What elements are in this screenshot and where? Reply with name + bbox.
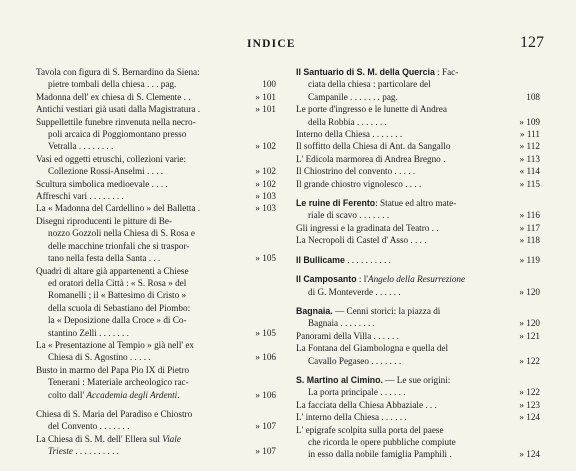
entry-text-line: Il grande chiostro vignolesco . . . . [296, 178, 422, 189]
entry-page-ref: » 120 [519, 286, 540, 297]
entry-page-ref: » 112 [519, 141, 540, 152]
entry-page-ref: 100 [262, 79, 276, 90]
entry-text-line: nozzo Gozzoli nella Chiesa di S. Rosa e [48, 228, 195, 239]
entry-text-line: Tavola con figura di S. Bernardino da Siena: [36, 67, 200, 77]
entry-page-ref: » 122 [519, 387, 540, 398]
entry-page-ref: » 116 [519, 210, 540, 221]
entry-text-line: Le porte d'ingresso e le lunette di Andrea [296, 104, 447, 115]
entry-text-line: La « Madonna del Cardellino » del Balletta . [36, 203, 201, 214]
entry-text-line: Gli ingressi e la gradinata del Teatro . . [296, 222, 439, 233]
index-entry [36, 153, 276, 178]
entry-page-ref: » 106 [255, 389, 276, 400]
entry-text-line: Il soffitto della Chiesa di Ant. da Sangallo [296, 141, 451, 152]
entry-text-line: Vetralla . . . . . . . . [48, 141, 114, 152]
index-entry [296, 374, 540, 399]
entry-page-ref: » 105 [255, 327, 276, 338]
entry-text-line: La porta principale . . . . . . [308, 387, 406, 398]
entry-text-line: in esso dalla nobile famiglia Pamphili . [308, 449, 452, 460]
entry-page-ref: » 106 [255, 352, 276, 363]
index-entry [36, 408, 276, 433]
entry-text-line: della Robbia . . . . . . . [308, 116, 387, 127]
entry-page-ref: » 102 [255, 166, 276, 177]
entry-text-line: Bagnaia . . . . . . . . [308, 318, 375, 329]
entry-text-line: del Convento . . . . . . . [48, 421, 130, 432]
entry-page-ref: » 124 [519, 449, 540, 460]
page-title: INDICE [247, 38, 296, 50]
entry-text-line: colto dall' Accademia degli Ardenti. [48, 389, 180, 400]
entry-page-ref: » 102 [255, 141, 276, 152]
entry-text-line: Campanile . . . . . . . pag. [308, 91, 398, 102]
index-entry [36, 190, 276, 202]
entry-page-ref: » 103 [255, 191, 276, 202]
entry-page-ref: » 107 [255, 446, 276, 457]
entry-gap [296, 266, 540, 273]
index-entry [36, 433, 276, 458]
entry-page-ref: « 114 [519, 166, 540, 177]
entry-text-line: Scultura simbolica medioevale . . . . [36, 178, 168, 189]
index-entry [36, 339, 276, 364]
entry-text-line: di G. Monteverde . . . . . . [308, 286, 401, 297]
entry-page-ref: 108 [526, 91, 540, 102]
index-entry [296, 153, 540, 165]
entry-page-ref: » 111 [520, 129, 540, 140]
entry-page-ref: » 123 [519, 399, 540, 410]
entry-page-ref: » 121 [519, 330, 540, 341]
entry-text-line: Il Camposanto : l'Angelo della Resurrezione [296, 274, 466, 285]
entry-page-ref: » 113 [519, 153, 540, 164]
index-entry [36, 215, 276, 265]
index-entry [296, 234, 540, 246]
entry-text-line: ciata della chiesa : particolare del [308, 79, 431, 90]
entry-text-line: Suppellettile funebre rinvenuta nella necro- [36, 116, 196, 127]
index-entry [296, 305, 540, 330]
entry-text-line: Il Santuario di S. M. della Quercia : Fac- [296, 67, 459, 77]
entry-text-line: Antichi vestiari già usati dalla Magistratura . [36, 104, 201, 115]
entry-page-ref: » 105 [255, 253, 276, 264]
entry-page-ref: » 122 [519, 355, 540, 366]
index-column-left [36, 66, 276, 458]
entry-text-line: Cavallo Pegaseo . . . . . . . [308, 355, 402, 366]
entry-text-line: delle macchine trionfali che si traspor- [48, 240, 190, 251]
entry-text-line: Il Chiostrino del convento . . . . . [296, 166, 416, 177]
index-entry [296, 330, 540, 342]
index-entry [296, 342, 540, 367]
index-entry [296, 273, 540, 298]
entry-text-line: riale di scavo . . . . . . . [308, 210, 390, 221]
index-entry [296, 399, 540, 411]
index-entry [36, 178, 276, 190]
entry-text-line: Quadri di altare già appartenenti a Chiese [36, 265, 189, 276]
index-entry [296, 411, 540, 423]
index-entry [36, 116, 276, 153]
entry-text-line: tano nella festa della Santa . . . [48, 253, 161, 264]
entry-text-line: Le ruine di Ferento: Statue ed altro mate- [296, 198, 457, 209]
entry-page-ref: » 109 [519, 116, 540, 127]
entry-text-line: Chiesa di S. Maria del Paradiso e Chiostro [36, 408, 193, 419]
entry-text-line: La Fontana del Giambologna e quella del [296, 343, 449, 354]
index-entry [36, 202, 276, 214]
index-entry [36, 364, 276, 401]
entry-text-line: Il Bullicame . . . . . . . . . . [296, 254, 391, 265]
index-entry [296, 128, 540, 140]
entry-page-ref: » 101 [255, 91, 276, 102]
entry-text-line: Trieste . . . . . . . . . . [48, 446, 119, 457]
entry-text-line: Romanelli ; il « Battesimo di Cristo » [48, 290, 187, 301]
page-number: 127 [520, 34, 544, 51]
entry-gap [36, 401, 276, 408]
entry-text-line: Panorami della Villa . . . . . . [296, 330, 399, 341]
entry-text-line: Busto in marmo del Papa Pio IX di Pietro [36, 364, 190, 375]
entry-text-line: L' interno della Chiesa . . . . . . [296, 412, 407, 423]
entry-text-line: ed oratori della Città : « S. Rosa » del [48, 277, 187, 288]
entry-gap [296, 298, 540, 305]
entry-page-ref: » 107 [255, 421, 276, 432]
index-entry [296, 66, 540, 103]
entry-page-ref: » 102 [255, 178, 276, 189]
index-entry [36, 91, 276, 103]
entry-text-line: Collezione Rossi-Anselmi . . . . [48, 166, 164, 177]
index-entry [296, 254, 540, 266]
index-entry [296, 424, 540, 461]
entry-text-line: Bagnaia. — Cenni storici: la piazza di [296, 305, 441, 316]
entry-text-line: Tenerani : Materiale archeologico rac- [48, 377, 189, 388]
entry-page-ref: » 117 [519, 222, 540, 233]
index-entry [296, 178, 540, 190]
entry-text-line: La Necropoli di Castel d' Asso . . . . [296, 235, 427, 246]
entry-page-ref: » 124 [519, 412, 540, 423]
index-column-right [296, 66, 540, 461]
entry-text-line: La « Presentazione al Tempio » già nell' ex [36, 339, 194, 350]
entry-text-line: che ricorda le opere pubbliche compiute [308, 436, 456, 447]
index-entry [296, 165, 540, 177]
entry-gap [296, 247, 540, 254]
page-header [0, 34, 576, 54]
entry-text-line: della scuola di Sebastiano del Piombo: [48, 302, 191, 313]
entry-text-line: Disegni riproducenti le pitture di Be- [36, 215, 172, 226]
entry-gap [296, 190, 540, 197]
entry-page-ref: » 119 [519, 254, 540, 265]
entry-text-line: Interno della Chiesa . . . . . . . [296, 129, 403, 140]
entry-text-line: stantino Zelli . . . . . . . [48, 327, 129, 338]
entry-text-line: L' Edicola marmorea di Andrea Bregno . [296, 153, 446, 164]
index-entry [296, 197, 540, 222]
entry-page-ref: » 101 [255, 104, 276, 115]
entry-text-line: La Chiesa di S. M. dell' Ellera sul Viale [36, 433, 181, 444]
entry-text-line: la « Deposizione dalla Croce » di Co- [48, 315, 187, 326]
entry-text-line: Madonna dell' ex chiesa di S. Clemente . . [36, 91, 191, 102]
entry-page-ref: » 103 [255, 203, 276, 214]
index-entry [296, 140, 540, 152]
entry-text-line: S. Martino al Cimino. — Le sue origini: [296, 374, 451, 385]
index-entry [296, 222, 540, 234]
index-entry [296, 103, 540, 128]
entry-text-line: Vasi ed oggetti etruschi, collezioni varie: [36, 153, 187, 164]
index-entry [36, 66, 276, 91]
index-entry [36, 265, 276, 339]
entry-text-line: Chiesa di S. Agostino . . . . . [48, 352, 151, 363]
entry-text-line: pietre tombali della chiesa . . . pag. [48, 79, 177, 90]
entry-text-line: Affreschi vari . . . . . . . . [36, 191, 124, 202]
entry-text-line: La facciata della Chiesa Abbaziale . . . [296, 399, 437, 410]
entry-page-ref: » 118 [519, 235, 540, 246]
entry-page-ref: » 120 [519, 318, 540, 329]
entry-page-ref: » 115 [519, 178, 540, 189]
entry-text-line: L' epigrafe scolpita sulla porta del paese [296, 424, 444, 435]
entry-text-line: poli arcaica di Poggiomontano presso [48, 129, 187, 140]
index-entry [36, 103, 276, 115]
entry-gap [296, 367, 540, 374]
